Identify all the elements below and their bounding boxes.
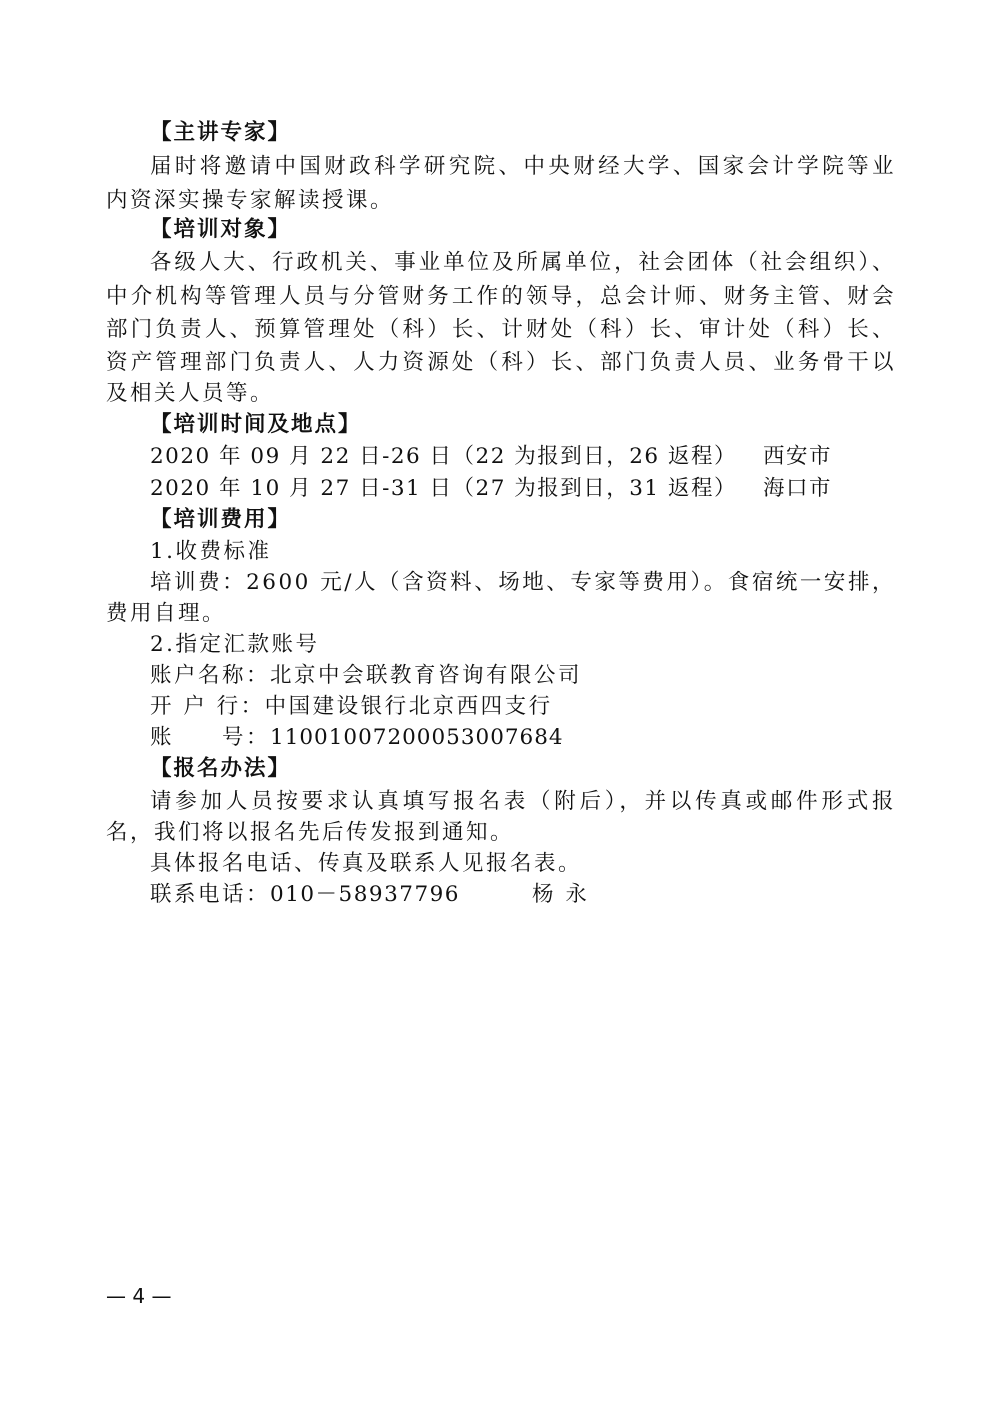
session-dates: 2020 年 10 月 27 日-31 日（27 为报到日，31 返程）: [150, 476, 737, 501]
bank-label: 开 户 行：: [150, 694, 265, 719]
bank-value: 中国建设银行北京西四支行: [264, 694, 553, 719]
fees-item-2-title: 2.指定汇款账号: [150, 632, 320, 657]
audience-text-line-1: 各级人大、行政机关、事业单位及所属单位，社会团体（社会组织）、: [150, 250, 896, 275]
audience-text-line-4: 资产管理部门负责人、人力资源处（科）长、部门负责人员、业务骨干以: [106, 350, 896, 375]
account-number-label: 账 号：: [150, 725, 271, 750]
account-name-value: 北京中会联教育咨询有限公司: [270, 663, 583, 688]
session-city: 西安市: [762, 444, 832, 469]
experts-text-line-1: 届时将邀请中国财政科学研究院、中央财经大学、国家会计学院等业: [150, 154, 896, 179]
schedule-session-1: [150, 440, 896, 474]
session-city: 海口市: [762, 476, 832, 501]
account-name-label: 账户名称：: [150, 663, 271, 688]
schedule-session-2: [150, 472, 896, 506]
bank-row: [150, 690, 896, 724]
registration-text-line-2: 名，我们将以报名先后传发报到通知。: [106, 820, 515, 845]
account-number-row: [150, 721, 896, 755]
account-number-value: 11001007200053007684: [270, 725, 564, 750]
audience-text-line-5: 及相关人员等。: [106, 381, 275, 406]
section-heading-schedule: 【培训时间及地点】: [150, 412, 362, 437]
fees-item-1-line-1: 培训费：2600 元/人（含资料、场地、专家等费用）。食宿统一安排，: [150, 570, 896, 595]
phone-label: 联系电话：: [150, 882, 271, 907]
section-heading-audience: 【培训对象】: [150, 217, 292, 242]
section-heading-registration: 【报名办法】: [150, 756, 292, 781]
account-name-row: [150, 659, 896, 693]
experts-text-line-2: 内资深实操专家解读授课。: [106, 188, 395, 213]
registration-text-line-1: 请参加人员按要求认真填写报名表（附后），并以传真或邮件形式报: [150, 789, 896, 814]
audience-text-line-2: 中介机构等管理人员与分管财务工作的领导，总会计师、财务主管、财会: [106, 284, 896, 309]
registration-text-line-3: 具体报名电话、传真及联系人见报名表。: [150, 851, 583, 876]
page-number: — 4 —: [106, 1284, 172, 1308]
session-dates: 2020 年 09 月 22 日-26 日（22 为报到日，26 返程）: [150, 444, 737, 469]
phone-number: 010－58937796: [270, 882, 460, 907]
contact-person: 杨 永: [531, 882, 590, 907]
audience-text-line-3: 部门负责人、预算管理处（科）长、计财处（科）长、审计处（科）长、: [106, 317, 896, 342]
section-heading-fees: 【培训费用】: [150, 507, 292, 532]
fees-item-1-line-2: 费用自理。: [106, 601, 227, 626]
fees-item-1-title: 1.收费标准: [150, 539, 272, 564]
contact-row: [150, 878, 896, 912]
section-heading-experts: 【主讲专家】: [150, 120, 292, 145]
